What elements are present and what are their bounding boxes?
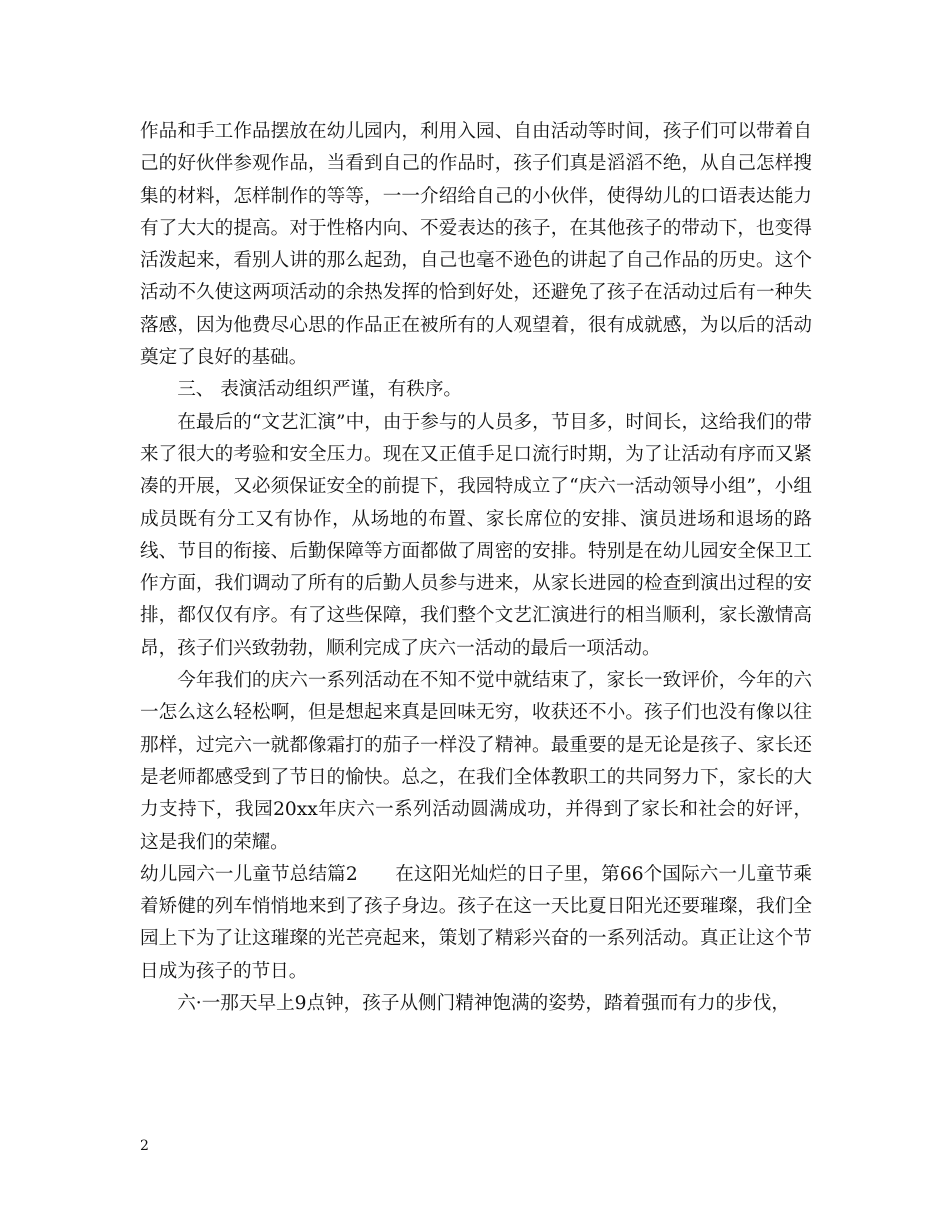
paragraph-4: 幼儿园六一儿童节总结篇2 在这阳光灿烂的日子里，第66个国际六一儿童节乘着矫健的列车悄悄地来到了孩子身边。孩子在这一天比夏日阳光还要璀璨，我们全园上下为了让这璀璨的光芒亮起来，策划了精彩兴奋的一系列活动。真正让这个节日成为孩子的节日。 xyxy=(140,863,812,982)
section-heading-3: 三、 表演活动组织严谨，有秩序。 xyxy=(177,379,463,401)
paragraph-3: 今年我们的庆六一系列活动在不知不觉中就结束了，家长一致评价，今年的六一怎么这么轻松啊，但是想起来真是回味无穷，收获还不小。孩子们也没有像以往那样，过完六一就都像霜打的茄子一样没了精神。最重要的是无论是孩子、家长还是老师都感受到了节日的愉快。总之，在我们全体教职工的共同努力下，家长的大力支持下，我园20xx年庆六一系列活动圆满成功，并得到了家长和社会的好评，这是我们的荣耀。 xyxy=(140,670,812,853)
page-number: 2 xyxy=(140,1138,149,1154)
paragraph-5: 六·一那天早上9点钟，孩子从侧门精神饱满的姿势，踏着强而有力的步伐， xyxy=(177,993,790,1015)
paragraph-2: 在最后的“文艺汇演”中，由于参与的人员多，节目多，时间长，这给我们的带来了很大的考验和安全压力。现在又正值手足口流行时期，为了让活动有序而又紧凑的开展，又必须保证安全的前提下，我园特成立了“庆六一活动领导小组”，小组成员既有分工又有协作，从场地的布置、家长席位的安排、演员进场和退场的路线、节目的衔接、后勤保障等方面都做了周密的安排。特别是在幼儿园安全保卫工作方面，我们调动了所有的后勤人员参与进来，从家长进园的检查到演出过程的安排，都仅仅有序。有了这些保障，我们整个文艺汇演进行的相当顺利，家长激情高昂，孩子们兴致勃勃，顺利完成了庆六一活动的最后一项活动。 xyxy=(140,411,812,659)
document-body xyxy=(140,116,812,1020)
paragraph-1: 作品和手工作品摆放在幼儿园内，利用入园、自由活动等时间，孩子们可以带着自己的好伙伴参观作品，当看到自己的作品时，孩子们真是滔滔不绝，从自己怎样搜集的材料，怎样制作的等等，一一介绍给自己的小伙伴，使得幼儿的口语表达能力有了大大的提高。对于性格内向、不爱表达的孩子，在其他孩子的带动下，也变得活泼起来，看别人讲的那么起劲，自己也毫不逊色的讲起了自己作品的历史。这个活动不久使这两项活动的余热发挥的恰到好处，还避免了孩子在活动过后有一种失落感，因为他费尽心思的作品正在被所有的人观望着，很有成就感，为以后的活动奠定了良好的基础。 xyxy=(140,121,812,369)
